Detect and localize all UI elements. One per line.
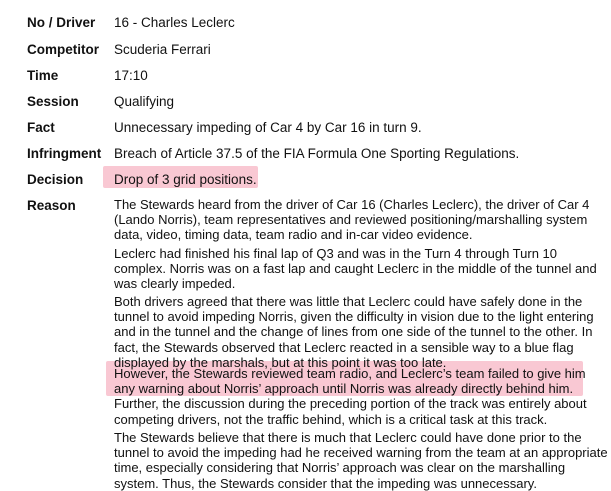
reason-line: was clearly impeded. xyxy=(114,276,236,292)
fact-label: Fact xyxy=(27,120,55,135)
driver-value: 16 - Charles Leclerc xyxy=(114,15,235,30)
reason-paragraph-3 xyxy=(114,294,596,370)
infringment-value: Breach of Article 37.5 of the FIA Formula One Sporting Regulations. xyxy=(114,146,520,161)
infringment-label: Infringment xyxy=(27,146,102,161)
reason-line: Further, the discussion during the preceding portion of the track was entirely about xyxy=(114,396,587,412)
reason-paragraph-4 xyxy=(114,366,596,427)
reason-line: and in the tunnel and the change of lines from one side of the tunnel to the other. In xyxy=(114,324,593,340)
reason-paragraph-1 xyxy=(114,197,596,243)
reason-line: displayed by the marshals, but at this point it was too late. xyxy=(114,354,447,370)
reason-line: any warning about Norris’ approach until Norris was already directly behind him. xyxy=(114,381,574,397)
reason-line: complex. Norris was on a fast lap and caught Leclerc in the middle of the tunnel and xyxy=(114,261,597,277)
decision-label: Decision xyxy=(27,172,84,187)
reason-line: The Stewards believe that there is much that Leclerc could have done prior to the xyxy=(114,430,582,445)
time-label: Time xyxy=(27,68,59,83)
reason-line: time, especially considering that Norris’ approach was clear on the marshalling xyxy=(114,460,566,476)
reason-line: Both drivers agreed that there was little that Leclerc could have safely done in the xyxy=(114,294,583,309)
driver-label: No / Driver xyxy=(27,15,96,30)
reason-line: tunnel to avoid the impeding had he received warning from the team at an appropriate xyxy=(114,445,608,461)
reason-line: (Lando Norris), team representatives and reviewed positioning/marshalling system xyxy=(114,212,588,228)
decision-value: Drop of 3 grid positions. xyxy=(114,172,257,187)
reason-line: However, the Stewards reviewed team radio, and Leclerc’s team failed to give him xyxy=(114,366,586,381)
fact-value: Unnecessary impeding of Car 4 by Car 16 in turn 9. xyxy=(114,120,422,135)
time-value: 17:10 xyxy=(114,68,148,83)
reason-line: Leclerc had finished his final lap of Q3 and was in the Turn 4 through Turn 10 xyxy=(114,246,557,261)
session-value: Qualifying xyxy=(114,94,175,109)
reason-line: system. Thus, the Stewards consider that the impeding was unnecessary. xyxy=(114,475,537,491)
reason-line: competing drivers, not the traffic behind, which is a critical task at this track. xyxy=(114,411,548,427)
reason-paragraph-2 xyxy=(114,246,596,292)
reason-line: data, video, timing data, team radio and in-car video evidence. xyxy=(114,227,473,243)
competitor-label: Competitor xyxy=(27,42,99,57)
session-label: Session xyxy=(27,94,79,109)
reason-line: The Stewards heard from the driver of Car 16 (Charles Leclerc), the driver of Car 4 xyxy=(114,197,590,212)
reason-label: Reason xyxy=(27,198,76,213)
reason-paragraph-5 xyxy=(114,430,608,491)
competitor-value: Scuderia Ferrari xyxy=(114,42,211,57)
reason-line: fact, the Stewards observed that Leclerc reacted in a sensible way to a blue flag xyxy=(114,339,574,355)
reason-line: tunnel to avoid impeding Norris, given the difficulty in vision due to the light entering xyxy=(114,309,594,325)
